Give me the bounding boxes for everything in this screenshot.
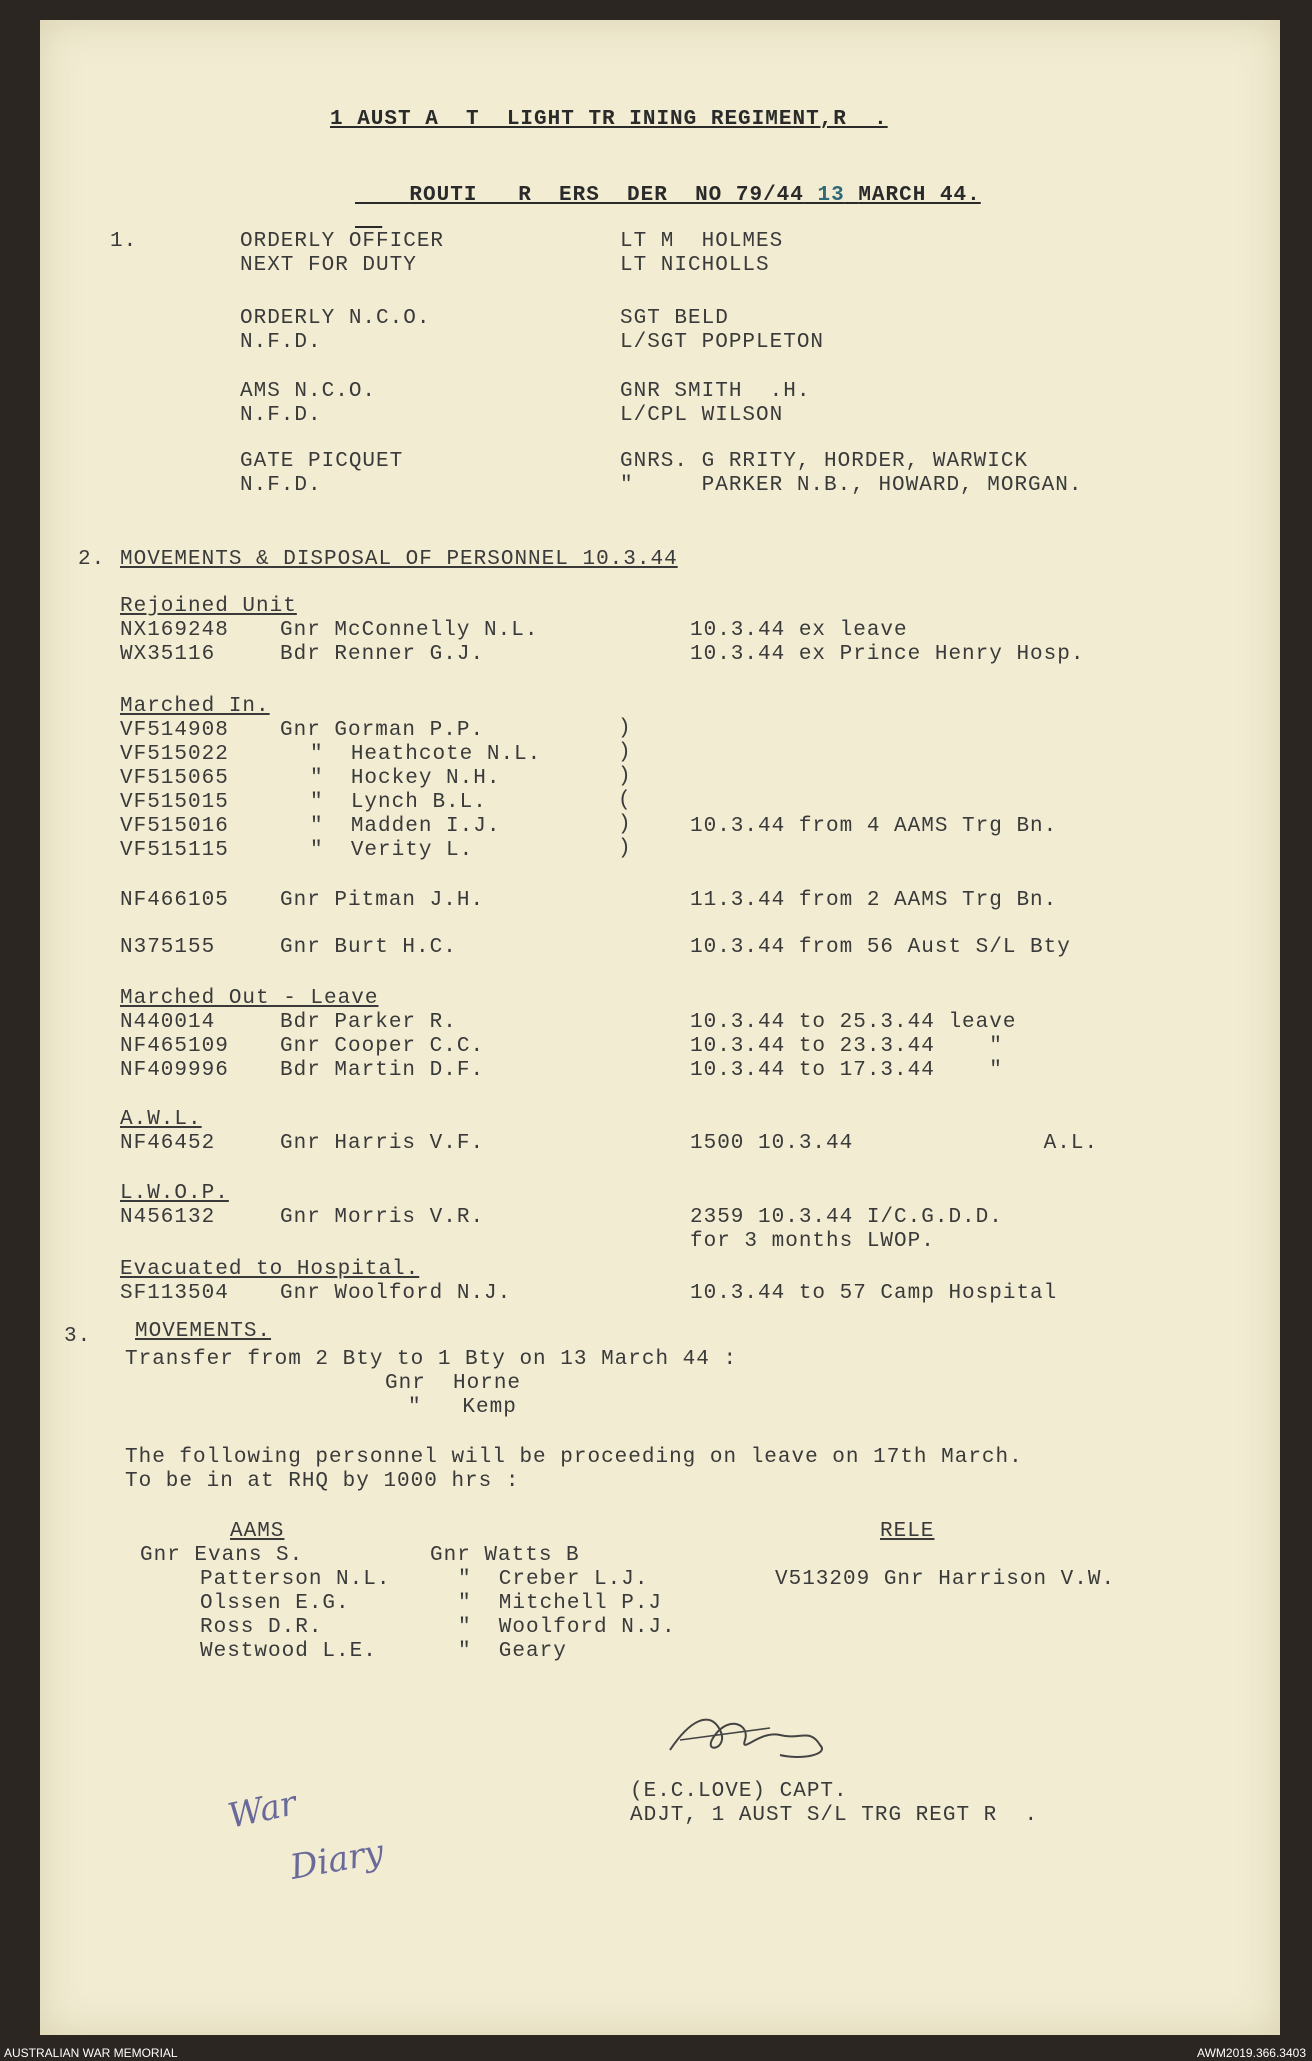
duty-right-1b: LT NICHOLLS [620,254,770,277]
list-item: " Creber L.J. [458,1568,649,1591]
list-item: " Geary [458,1640,567,1663]
signatory-name: (E.C.LOVE) CAPT. [630,1780,848,1803]
table-row: VF515016 [120,815,229,838]
duty-left-4a: GATE PICQUET [240,450,404,473]
table-row: Gnr Harris V.F. [280,1132,485,1155]
document-title: 1 AUST A T LIGHT TR INING REGIMENT,R . [330,108,888,131]
section-2-number: 2. [78,548,106,571]
table-row: VF514908 [120,719,229,742]
section-2-heading: MOVEMENTS & DISPOSAL OF PERSONNEL 10.3.44 [120,548,678,571]
table-row: VF515015 [120,791,229,814]
group-heading-awl: A.W.L. [120,1108,202,1131]
table-row: 10.3.44 to 17.3.44 " [690,1059,1003,1082]
footer-left: AUSTRALIAN WAR MEMORIAL [4,2046,178,2060]
table-row: Gnr Pitman J.H. [280,889,485,912]
table-row: Bdr Parker R. [280,1011,457,1034]
table-row: Gnr Burt H.C. [280,936,457,959]
transfer-line: Transfer from 2 Bty to 1 Bty on 13 March 44 : [125,1348,738,1371]
group-heading-rejoined: Rejoined Unit [120,595,297,618]
table-row: VF515115 [120,839,229,862]
footer-right: AWM2019.366.3403 [1197,2046,1306,2060]
document-page [40,20,1280,2035]
table-row: SF113504 [120,1282,229,1305]
orders-number [355,160,981,232]
list-item: Gnr Evans S. [140,1544,304,1567]
leave-line: To be in at RHQ by 1000 hrs : [125,1470,520,1493]
signatory-title: ADJT, 1 AUST S/L TRG REGT R . [630,1804,1039,1827]
table-row: Gnr Woolford N.J. [280,1282,512,1305]
duty-right-3b: L/CPL WILSON [620,404,784,427]
duty-left-3a: AMS N.C.O. [240,380,377,403]
table-row: 10.3.44 to 57 Camp Hospital [690,1282,1058,1305]
bracket-mark: ) [618,813,631,836]
list-item: Patterson N.L. [200,1568,391,1591]
table-row: Gnr Cooper C.C. [280,1035,485,1058]
section-3-heading: MOVEMENTS. [135,1320,272,1343]
table-row: 11.3.44 from 2 AAMS Trg Bn. [690,889,1058,912]
list-item: Olssen E.G. [200,1592,350,1615]
duty-left-1a: ORDERLY OFFICER [240,230,445,253]
duty-left-2a: ORDERLY N.C.O. [240,307,431,330]
list-item: Ross D.R. [200,1616,323,1639]
bracket-mark: ) [618,765,631,788]
duty-left-4b: N.F.D. [240,474,322,497]
bracket-mark: ) [618,741,631,764]
table-row: VF515065 [120,767,229,790]
table-row: 10.3.44 ex Prince Henry Hosp. [690,643,1085,666]
orders-prefix: ROUTI R ERS DER NO 79/44 [409,184,804,207]
duty-left-2b: N.F.D. [240,331,322,354]
table-row: 1500 10.3.44 A.L. [690,1132,1099,1155]
table-row: WX35116 [120,643,216,666]
table-row: 10.3.44 from 4 AAMS Trg Bn. [690,815,1058,838]
table-row: 10.3.44 from 56 Aust S/L Bty [690,936,1071,959]
table-row: N375155 [120,936,216,959]
table-row: 10.3.44 to 23.3.44 " [690,1035,1003,1058]
section-1-number: 1. [110,230,138,253]
list-item: Westwood L.E. [200,1640,377,1663]
table-row: Bdr Martin D.F. [280,1059,485,1082]
table-row: VF515022 [120,743,229,766]
group-heading-marched-in: Marched In. [120,695,270,718]
table-row: Gnr McConnelly N.L. [280,619,539,642]
duty-left-3b: N.F.D. [240,404,322,427]
table-row: NF409996 [120,1059,229,1082]
table-row: NF465109 [120,1035,229,1058]
table-row: for 3 months LWOP. [690,1230,935,1253]
table-row: " Lynch B.L. [310,791,487,814]
table-row: Bdr Renner G.J. [280,643,485,666]
leave-line: The following personnel will be proceeding on leave on 17th March. [125,1446,1023,1469]
list-item: V513209 Gnr Harrison V.W. [775,1568,1116,1591]
table-row: N440014 [120,1011,216,1034]
signature-text: E.C.Love [660,1687,737,1705]
table-row: N456132 [120,1206,216,1229]
bracket-mark: ( [618,789,631,812]
duty-right-2b: L/SGT POPPLETON [620,331,825,354]
duty-right-1a: LT M HOLMES [620,230,784,253]
list-item: Gnr Watts B [430,1544,580,1567]
table-row: 2359 10.3.44 I/C.G.D.D. [690,1206,1003,1229]
table-row: " Hockey N.H. [310,767,501,790]
bracket-mark: ) [618,717,631,740]
table-row: 10.3.44 ex leave [690,619,908,642]
table-row: " Heathcote N.L. [310,743,542,766]
duty-right-2a: SGT BELD [620,307,729,330]
duty-right-4a: GNRS. G RRITY, HORDER, WARWICK [620,450,1029,473]
handwritten-date: 13 [817,184,845,207]
duty-left-1b: NEXT FOR DUTY [240,254,417,277]
leave-col3-heading: RELE [880,1520,935,1543]
section-3-number: 3. [64,1325,92,1348]
duty-right-3a: GNR SMITH .H. [620,380,811,403]
transfer-name: " Kemp [408,1396,517,1419]
table-row: 10.3.44 to 25.3.44 leave [690,1011,1017,1034]
table-row: NF46452 [120,1132,216,1155]
table-row: Gnr Morris V.R. [280,1206,485,1229]
table-row: NX169248 [120,619,229,642]
table-row: " Madden I.J. [310,815,501,838]
group-heading-evacuated: Evacuated to Hospital. [120,1258,420,1281]
orders-date: MARCH 44. [858,184,981,207]
table-row: " Verity L. [310,839,474,862]
table-row: NF466105 [120,889,229,912]
handwritten-note-line2: Diary [287,1832,387,1888]
list-item: " Mitchell P.J [458,1592,663,1615]
table-row: Gnr Gorman P.P. [280,719,485,742]
group-heading-lwop: L.W.O.P. [120,1182,229,1205]
bracket-mark: ) [618,837,631,860]
signature-scribble [660,1687,850,1770]
handwritten-note-line1: War [224,1783,300,1837]
group-heading-marched-out: Marched Out - Leave [120,987,379,1010]
leave-col1-heading: AAMS [230,1520,285,1543]
transfer-name: Gnr Horne [385,1372,522,1395]
list-item: " Woolford N.J. [458,1616,676,1639]
duty-right-4b: " PARKER N.B., HOWARD, MORGAN. [620,474,1083,497]
